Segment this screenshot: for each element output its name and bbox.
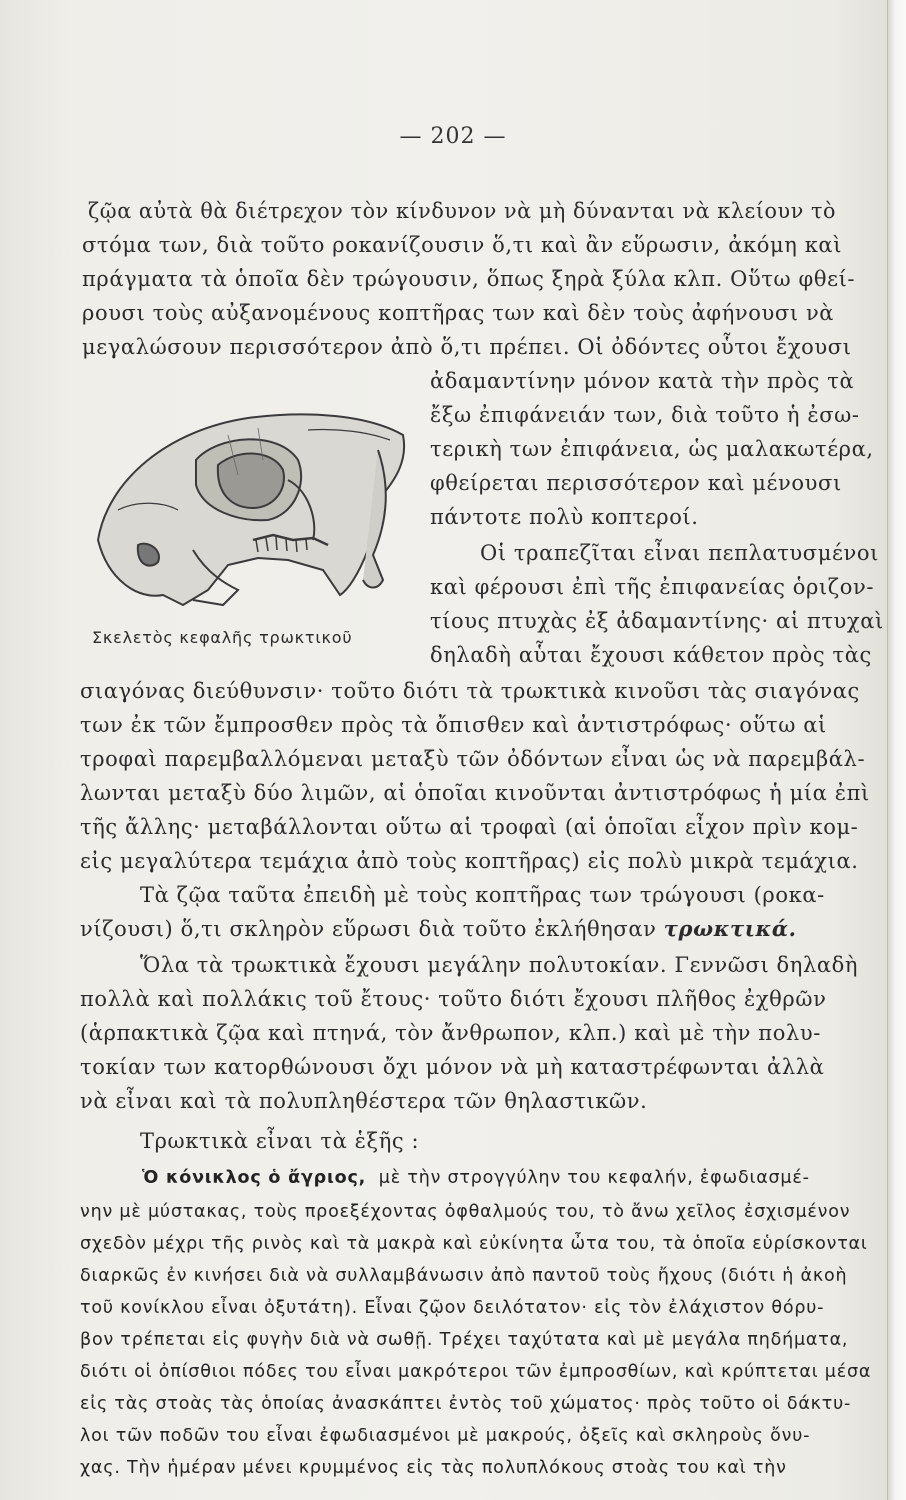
text-line: τίους πτυχὰς ἐξ ἀδαμαντίνης· αἱ πτυχαὶ [430,609,884,633]
page-edge [887,0,906,1500]
text-line: φθείρεται περισσότερον καὶ μένουσι [430,471,842,495]
text-line: εἰς τὰς στοὰς τὰς ὁποίας ἀνασκάπτει ἐντὸς τοῦ χώματος· πρὸς τοῦτο οἱ δάκτυ- [80,1394,852,1414]
text-line: λοι τῶν ποδῶν του εἶναι ἐφωδιασμένοι μὲ μακρούς, ὀξεῖς καὶ σκληροὺς ὄνυ- [80,1426,811,1446]
text-line: χας. Τὴν ἡμέραν μένει κρυμμένος εἰς τὰς πολυπλόκους στοὰς του καὶ τὴν [80,1458,787,1478]
text-line: διαρκῶς ἐν κινήσει διὰ νὰ συλλαμβάνωσιν ἀπὸ παντοῦ τοὺς ἤχους (διότι ἡ ἀκοὴ [80,1266,848,1286]
term-rodents: τρωκτικά. [663,916,797,941]
text-line: νὰ εἶναι καὶ τὰ πολυπληθέστερα τῶν θηλαστικῶν. [80,1089,648,1113]
text-line [142,1166,810,1190]
text-line: πράγματα τὰ ὁποῖα δὲν τρώγουσιν, ὅπως ξηρὰ ξύλα κλπ. Οὕτω φθεί- [82,267,856,291]
text-line: (ἁρπακτικὰ ζῷα καὶ πτηνά, τὸν ἄνθρωπον, κλπ.) καὶ μὲ τὴν πολυ- [80,1021,821,1045]
text-line: μεγαλώσουν περισσότερον ἀπὸ ὅ,τι πρέπει. Οἱ ὀδόντες οὗτοι ἔχουσι [82,335,852,359]
page-number: — 202 — [399,124,507,149]
text-line: πάντοτε πολὺ κοπτεροί. [430,505,699,529]
text-line: εἰς μεγαλύτερα τεμάχια ἀπὸ τοὺς κοπτῆρας) εἰς πολὺ μικρὰ τεμάχια. [80,849,859,873]
text-line: βον τρέπεται εἰς φυγὴν διὰ νὰ σωθῇ. Τρέχει ταχύτατα καὶ μὲ μεγάλα πηδήματα, [80,1330,849,1350]
lead-term: Ὁ κόνικλος ὁ ἄγριος, [142,1168,367,1188]
section-heading: Τρωκτικὰ εἶναι τὰ ἑξῆς : [140,1129,420,1153]
text-line: καὶ φέρουσι ἐπὶ τῆς ἐπιφανείας ὁριζον- [430,575,875,599]
text-line: λωνται μεταξὺ δύο λιμῶν, αἱ ὁποῖαι κινοῦνται ἀντιστρόφως ἡ μία ἐπὶ [80,781,870,805]
text-line: στόμα των, διὰ τοῦτο ροκανίζουσιν ὅ,τι καὶ ἂν εὕρωσιν, ἀκόμη καὶ [82,233,843,257]
rodent-skull-illustration [78,390,413,620]
text-line: Οἱ τραπεζῖται εἶναι πεπλατυσμένοι [480,541,879,565]
text-line [80,916,797,942]
text-line: διότι οἱ ὀπίσθιοι πόδες του εἶναι μακρότεροι τῶν ἐμπροσθίων, καὶ κρύπτεται μέσα [80,1362,872,1382]
text-line: ἀδαμαντίνην μόνον κατὰ τὴν πρὸς τὰ [430,369,855,393]
text-line: ἔξω ἐπιφάνειάν των, διὰ τοῦτο ἡ ἐσω- [430,403,860,427]
text-line: σχεδὸν μέχρι τῆς ρινὸς καὶ τὰ μακρὰ καὶ εὐκίνητα ὦτα του, τὰ ὁποῖα εὑρίσκονται [80,1234,868,1254]
text-segment: νίζουσι) ὅ,τι σκληρὸν εὕρωσι διὰ τοῦτο ἐκλήθησαν [80,917,657,941]
text-line: ρουσι τοὺς αὐξανομένους κοπτῆρας των καὶ δὲν τοὺς ἀφήνουσι νὰ [82,301,835,325]
text-line: πολλὰ καὶ πολλάκις τοῦ ἔτους· τοῦτο διότι ἔχουσι πλῆθος ἐχθρῶν [80,987,827,1011]
text-line: δηλαδὴ αὗται ἔχουσι κάθετον πρὸς τὰς [430,643,872,667]
text-line: Ὅλα τὰ τρωκτικὰ ἔχουσι μεγάλην πολυτοκίαν. Γεννῶσι δηλαδὴ [140,953,859,977]
text-line: νην μὲ μύστακας, τοὺς προεξέχοντας ὀφθαλμούς του, τὸ ἄνω χεῖλος ἐσχισμένον [80,1202,851,1222]
text-line: σιαγόνας διεύθυνσιν· τοῦτο διότι τὰ τρωκτικὰ κινοῦσι τὰς σιαγόνας [80,679,860,703]
text-line: τοκίαν των κατορθώνουσι ὄχι μόνον νὰ μὴ καταστρέφωνται ἀλλὰ [80,1055,825,1079]
figure-caption: Σκελετὸς κεφαλῆς τρωκτικοῦ [92,628,353,647]
text-segment: μὲ τὴν στρογγύλην του κεφαλήν, ἐφωδιασμέ- [378,1168,810,1188]
text-line: τροφαὶ παρεμβαλλόμεναι μεταξὺ τῶν ὀδόντων εἶναι ὡς νὰ παρεμβάλ- [80,747,866,771]
text-line: τοῦ κονίκλου εἶναι ὀξυτάτη). Εἶναι ζῷον δειλότατον· εἰς τὸν ἐλάχιστον θόρυ- [80,1298,825,1318]
text-line: ζῷα αὐτὰ θὰ διέτρεχον τὸν κίνδυνον νὰ μὴ δύνανται νὰ κλείουν τὸ [88,199,837,223]
text-line: τερικὴ των ἐπιφάνεια, ὡς μαλακωτέρα, [430,437,874,461]
text-line: των ἐκ τῶν ἔμπροσθεν πρὸς τὰ ὄπισθεν καὶ ἀντιστρόφως· οὕτω αἱ [80,713,827,737]
text-line: Τὰ ζῷα ταῦτα ἐπειδὴ μὲ τοὺς κοπτῆρας των τρώγουσι (ροκα- [140,883,825,907]
text-line: τῆς ἄλλης· μεταβάλλονται οὕτω αἱ τροφαὶ (αἱ ὁποῖαι εἶχον πρὶν κομ- [80,815,859,839]
